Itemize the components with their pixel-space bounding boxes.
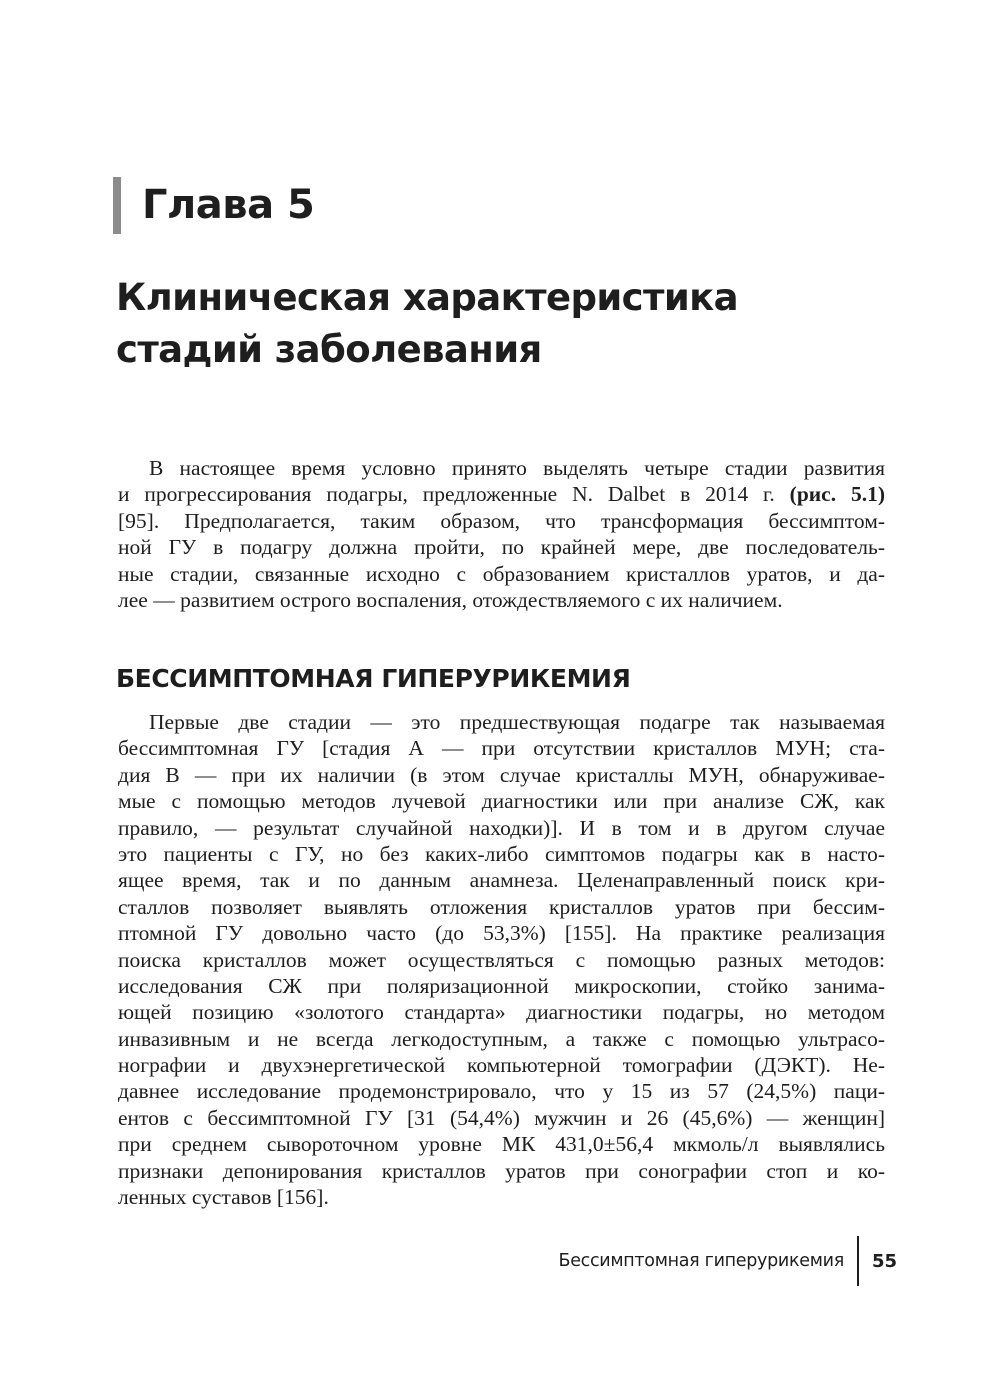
- text-line: ящее время, так и по данным анамнеза. Целенаправленный поиск кри-: [118, 868, 885, 893]
- text-line: признаки депонирования кристаллов уратов при сонографии стоп и ко-: [118, 1158, 885, 1183]
- text-line: исследования СЖ при поляризационной микроскопии, стойко занима-: [118, 973, 885, 998]
- intro-paragraph: [118, 455, 885, 613]
- section-paragraph: [118, 709, 885, 1210]
- text-line: [95]. Предполагается, таким образом, что трансформация бессимптом-: [118, 508, 885, 533]
- page-number: 55: [871, 1250, 897, 1272]
- text-line: это пациенты с ГУ, но без каких-либо симптомов подагры как в насто-: [118, 841, 885, 866]
- text-line: нографии и двухэнергетической компьютерной томографии (ДЭКТ). Не-: [118, 1053, 885, 1078]
- text-line: ленных суставов [156].: [118, 1185, 329, 1210]
- figure-reference: (рис. 5.1): [789, 482, 885, 507]
- text-line: лее — развитием острого воспаления, отождествляемого с их наличием.: [118, 587, 783, 612]
- text-line: ные стадии, связанные исходно с образованием кристаллов уратов, и да-: [118, 561, 885, 586]
- text-line: сталлов позволяет выявлять отложения кристаллов уратов при бессим-: [118, 894, 885, 919]
- text-line: правило, — результат случайной находки)]. И в том и в другом случае: [118, 815, 885, 840]
- chapter-title-line: стадий заболевания: [116, 328, 542, 371]
- text-line: ющей позицию «золотого стандарта» диагностики подагры, но методом: [118, 1000, 885, 1025]
- text-line: бессимптомная ГУ [стадия А — при отсутствии кристаллов МУН; ста-: [118, 736, 885, 761]
- text-line: мые с помощью методов лучевой диагностики или при анализе СЖ, как: [118, 789, 885, 814]
- text-line: инвазивным и не всегда легкодоступным, а также с помощью ультрасо-: [118, 1026, 885, 1051]
- text-line: Первые две стадии — это предшествующая подагре так называемая: [149, 710, 885, 734]
- page-footer: [558, 1236, 897, 1286]
- section-heading: БЕССИМПТОМНАЯ ГИПЕРУРИКЕМИЯ: [116, 664, 631, 693]
- text-line: В настоящее время условно принято выделять четыре стадии развития: [149, 456, 885, 480]
- chapter-title-line: Клиническая характеристика: [116, 276, 739, 319]
- chapter-title: [116, 272, 896, 376]
- text-line: поиска кристаллов может осуществляться с помощью разных методов:: [118, 947, 885, 972]
- chapter-accent-bar: [113, 177, 121, 234]
- text-line: ной ГУ в подагру должна пройти, по крайней мере, две последователь-: [118, 535, 885, 560]
- text-line: при среднем сывороточном уровне МК 431,0±56,4 мкмоль/л выявлялись: [118, 1132, 885, 1157]
- text-line: ентов с бессимптомной ГУ [31 (54,4%) мужчин и 26 (45,6%) — женщин]: [118, 1105, 885, 1130]
- running-head: Бессимптомная гиперурикемия: [558, 1251, 844, 1271]
- text-line: [118, 481, 885, 507]
- text-span: и прогрессирования подагры, предложенные N. Dalbet в 2014 г.: [118, 482, 775, 507]
- text-line: птомной ГУ довольно часто (до 53,3%) [155]. На практике реализация: [118, 921, 885, 946]
- chapter-label: Глава 5: [142, 182, 315, 228]
- text-line: давнее исследование продемонстрировало, что у 15 из 57 (24,5%) паци-: [118, 1079, 885, 1104]
- text-line: дия В — при их наличии (в этом случае кристаллы МУН, обнаруживае-: [118, 762, 885, 787]
